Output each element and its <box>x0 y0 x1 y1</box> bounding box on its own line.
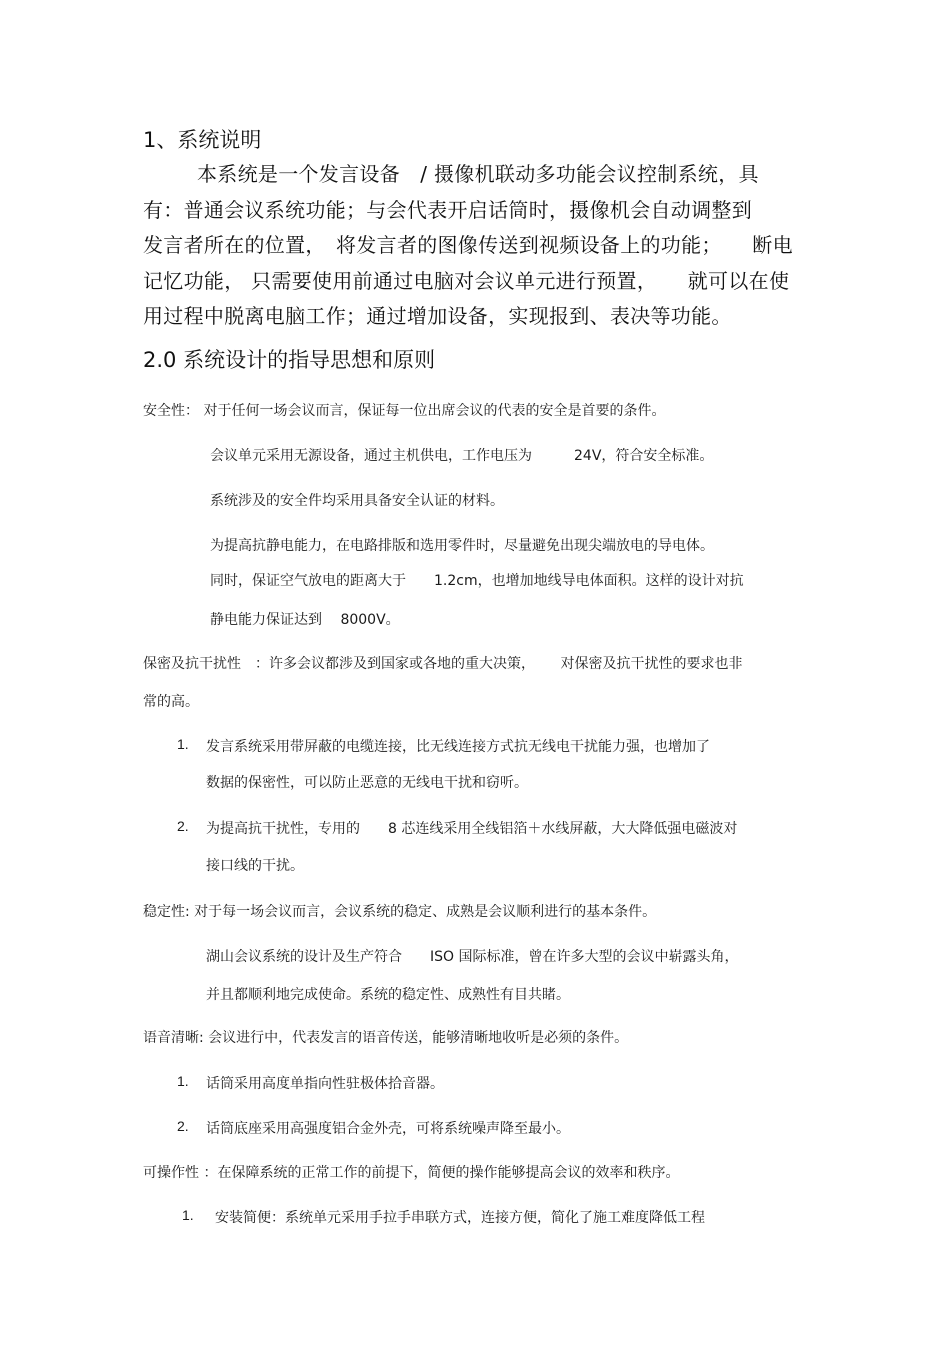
voice-item-2: 话筒底座采用高强度铝合金外壳，可将系统噪声降至最小。 <box>206 1121 570 1137</box>
security-item-1-line-1: 发言系统采用带屏蔽的电缆连接，比无线连接方式抗无线电干扰能力强，也增加了 <box>206 739 710 755</box>
security-item-2-line-2: 接口线的干扰。 <box>206 858 304 874</box>
security-title: 保密及抗干扰性 ：许多会议都涉及到国家或各地的重大决策， 对保密及抗干扰性的要求也非 <box>143 656 743 672</box>
security-item-1-num: 1. <box>177 736 189 752</box>
voice-item-1-num: 1. <box>177 1073 189 1089</box>
safety-title: 安全性： 对于任何一场会议而言，保证每一位出席会议的代表的安全是首要的条件。 <box>143 403 666 419</box>
stability-item-1: 湖山会议系统的设计及生产符合 ISO 国际标准，曾在许多大型的会议中崭露头角， <box>206 949 739 965</box>
security-item-2-line-1: 为提高抗干扰性，专用的 8 芯连线采用全线铝箔＋水线屏蔽，大大降低强电磁波对 <box>206 821 738 837</box>
operability-item-1: 安装简便：系统单元采用手拉手串联方式，连接方便，简化了施工难度降低工程 <box>215 1210 705 1226</box>
stability-title: 稳定性: 对于每一场会议而言，会议系统的稳定、成熟是会议顺利进行的基本条件。 <box>143 904 657 920</box>
security-title-cont: 常的高。 <box>143 694 199 710</box>
safety-item-1: 会议单元采用无源设备，通过主机供电，工作电压为 24V，符合安全标准。 <box>210 448 714 464</box>
voice-title: 语音清晰: 会议进行中，代表发言的语音传送，能够清晰地收听是必须的条件。 <box>143 1030 629 1046</box>
operability-title: 可操作性 ：在保障系统的正常工作的前提下，简便的操作能够提高会议的效率和秩序。 <box>143 1165 680 1181</box>
stability-item-2: 并且都顺利地完成使命。系统的稳定性、成熟性有目共睹。 <box>206 987 570 1003</box>
safety-item-4: 同时，保证空气放电的距离大于 1.2cm，也增加地线导电体面积。这样的设计对抗 <box>210 573 744 589</box>
safety-item-3: 为提高抗静电能力，在电路排版和选用零件时，尽量避免出现尖端放电的导电体。 <box>210 538 714 554</box>
intro-line-3: 发言者所在的位置， 将发言者的图像传送到视频设备上的功能； 断电 <box>143 233 793 257</box>
intro-line-5: 用过程中脱离电脑工作；通过增加设备，实现报到、表决等功能。 <box>143 304 732 328</box>
safety-item-5: 静电能力保证达到 8000V。 <box>210 612 400 628</box>
security-item-1-line-2: 数据的保密性，可以防止恶意的无线电干扰和窃听。 <box>206 775 528 791</box>
voice-item-1: 话筒采用高度单指向性驻极体拾音器。 <box>206 1076 444 1092</box>
operability-item-1-num: 1. <box>182 1207 194 1223</box>
security-item-2-num: 2. <box>177 818 189 834</box>
intro-line-4: 记忆功能， 只需要使用前通过电脑对会议单元进行预置， 就可以在使 <box>143 269 790 293</box>
voice-item-2-num: 2. <box>177 1118 189 1134</box>
section2-heading: 2.0 系统设计的指导思想和原则 <box>143 348 436 372</box>
intro-line-2: 有：普通会议系统功能；与会代表开启话筒时，摄像机会自动调整到 <box>143 198 752 222</box>
section1-heading: 1、系统说明 <box>143 128 262 152</box>
intro-line-1: 本系统是一个发言设备 / 摄像机联动多功能会议控制系统，具 <box>197 162 759 186</box>
safety-item-2: 系统涉及的安全件均采用具备安全认证的材料。 <box>210 493 504 509</box>
